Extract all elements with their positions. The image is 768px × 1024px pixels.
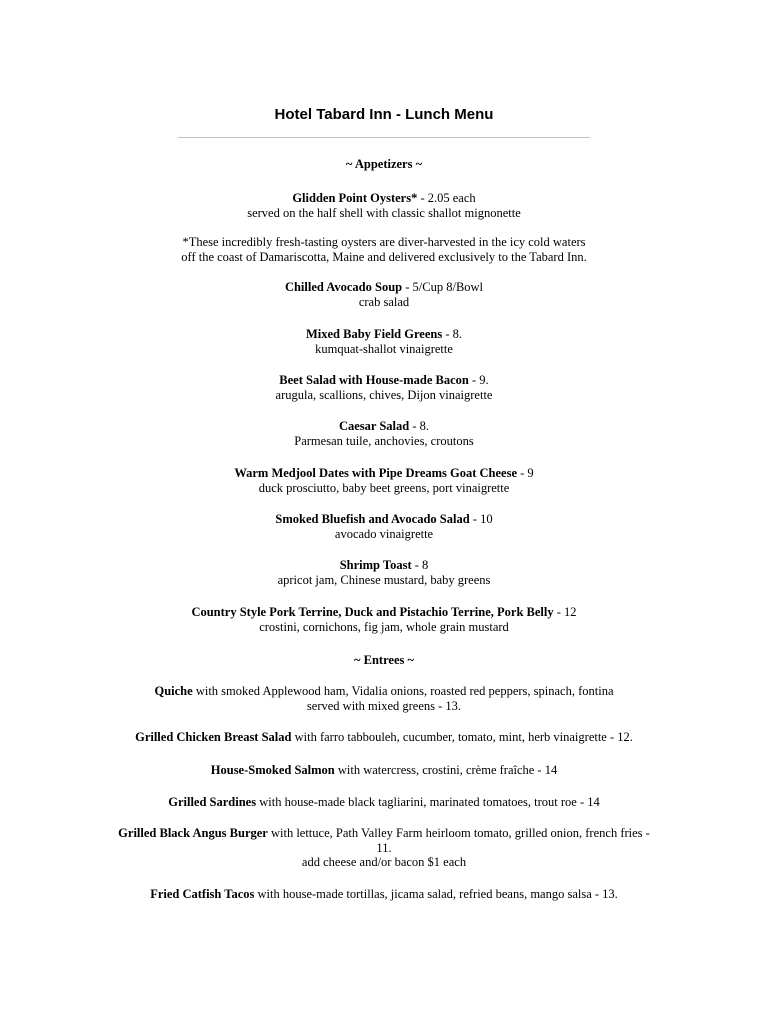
menu-item-sardines	[84, 795, 684, 810]
item-name: House-Smoked Salmon	[210, 763, 335, 777]
item-description: crostini, cornichons, fig jam, whole grain mustard	[259, 619, 509, 634]
menu-item-chicken-salad	[84, 730, 684, 745]
menu-item-caesar	[84, 419, 684, 448]
menu-item-bluefish	[84, 512, 684, 541]
menu-item-avocado-soup	[84, 280, 684, 309]
menu-item-dates	[84, 466, 684, 495]
item-price: - 8	[411, 558, 429, 572]
menu-item-burger	[64, 826, 704, 870]
item-description: kumquat-shallot vinaigrette	[315, 341, 453, 356]
item-description: with smoked Applewood ham, Vidalia onions, roasted red peppers, spinach, fontina	[192, 684, 614, 698]
item-name: Grilled Chicken Breast Salad	[135, 730, 292, 744]
item-name: Chilled Avocado Soup	[284, 280, 403, 294]
item-price: - 9.	[468, 373, 489, 387]
item-price: 11.	[376, 840, 392, 855]
item-description: apricot jam, Chinese mustard, baby greens	[277, 572, 491, 587]
item-name: Fried Catfish Tacos	[150, 887, 255, 901]
item-description: with house-made tortillas, jicama salad, refried beans, mango salsa - 13.	[254, 887, 618, 901]
item-name: Grilled Black Angus Burger	[118, 826, 268, 840]
item-name: Beet Salad with House-made Bacon	[279, 373, 469, 387]
item-description: with lettuce, Path Valley Farm heirloom tomato, grilled onion, french fries -	[267, 826, 650, 840]
item-addon: add cheese and/or bacon $1 each	[301, 855, 467, 869]
item-price: - 8.	[442, 327, 463, 341]
menu-item-field-greens	[84, 327, 684, 356]
item-description: with farro tabbouleh, cucumber, tomato, mint, herb vinaigrette - 12.	[291, 730, 633, 744]
item-description: Parmesan tuile, anchovies, croutons	[294, 433, 474, 448]
appetizers-heading: ~ Appetizers ~	[345, 157, 423, 171]
item-description: avocado vinaigrette	[334, 526, 434, 541]
entrees-heading: ~ Entrees ~	[354, 653, 414, 667]
item-description: crab salad	[358, 294, 410, 309]
menu-item-catfish	[84, 887, 684, 902]
item-price: - 10	[469, 512, 493, 526]
item-price: - 12	[553, 605, 577, 619]
item-price: - 2.05 each	[417, 191, 476, 205]
item-name: Shrimp Toast	[339, 558, 412, 572]
item-name: Grilled Sardines	[168, 795, 257, 809]
item-price: - 9	[517, 466, 534, 480]
item-price: - 8.	[409, 419, 430, 433]
item-description: duck prosciutto, baby beet greens, port vinaigrette	[258, 480, 510, 495]
item-name: Glidden Point Oysters*	[292, 191, 418, 205]
item-name: Mixed Baby Field Greens	[305, 327, 443, 341]
item-description: arugula, scallions, chives, Dijon vinaigrette	[275, 387, 493, 402]
menu-item-oysters	[84, 191, 684, 220]
menu-item-terrine	[84, 605, 684, 634]
oysters-note	[84, 235, 684, 264]
page-title: Hotel Tabard Inn - Lunch Menu	[274, 106, 494, 123]
item-name: Country Style Pork Terrine, Duck and Pistachio Terrine, Pork Belly	[191, 605, 554, 619]
note-line: off the coast of Damariscotta, Maine and delivered exclusively to the Tabard Inn.	[181, 249, 587, 264]
menu-item-salmon	[84, 763, 684, 778]
item-price: - 5/Cup 8/Bowl	[402, 280, 484, 294]
item-name: Smoked Bluefish and Avocado Salad	[275, 512, 470, 526]
item-description: with house-made black tagliarini, marinated tomatoes, trout roe - 14	[256, 795, 600, 809]
item-name: Quiche	[154, 684, 193, 698]
menu-item-beet-salad	[84, 373, 684, 402]
item-name: Caesar Salad	[338, 419, 410, 433]
menu-item-shrimp-toast	[84, 558, 684, 587]
item-description: served on the half shell with classic shallot mignonette	[247, 205, 521, 220]
title-divider	[178, 137, 590, 138]
menu-item-quiche	[84, 684, 684, 713]
item-name: Warm Medjool Dates with Pipe Dreams Goat Cheese	[234, 466, 518, 480]
item-description-line2: served with mixed greens - 13.	[306, 698, 462, 713]
item-description: with watercress, crostini, crème fraîche - 14	[334, 763, 558, 777]
note-line: *These incredibly fresh-tasting oysters are diver-harvested in the icy cold waters	[182, 235, 586, 249]
